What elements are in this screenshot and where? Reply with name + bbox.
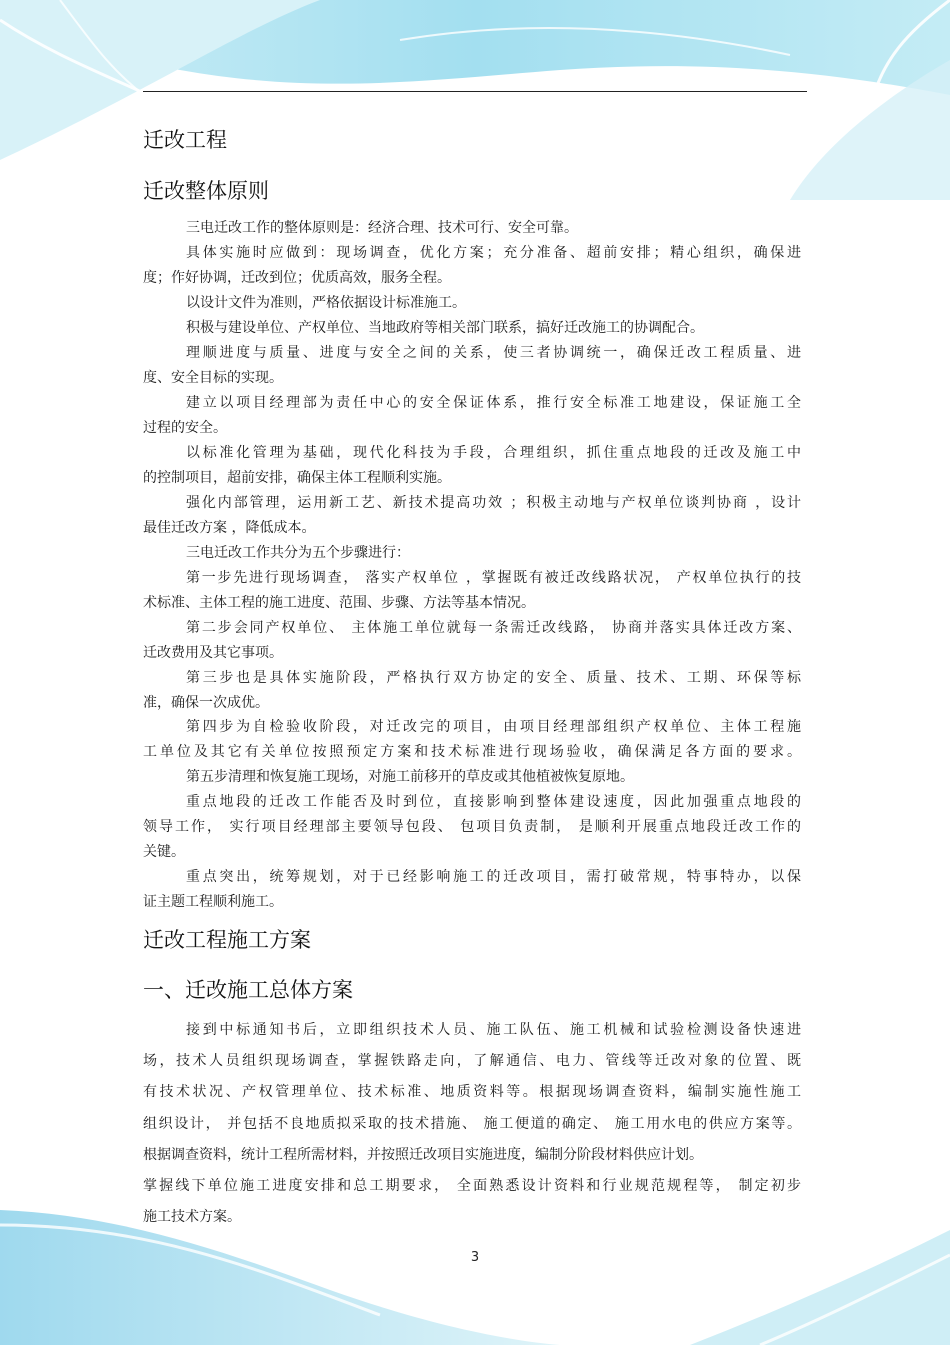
- text-line: 准，确保一次成优。: [143, 695, 269, 711]
- text-line: 证主题工程顺利施工。: [143, 894, 283, 910]
- text-line: 以标准化管理为基础，现代化科技为手段，合理组织，抓住重点地段的迁改及施工中: [186, 445, 801, 461]
- text-line: 第三步也是具体实施阶段，严格执行双方协定的安全、质量、技术、工期、环保等标: [186, 670, 801, 686]
- text-line: 组织设计， 并包括不良地质拟采取的技术措施、 施工便道的确定、 施工用水电的供应方案等。: [143, 1116, 801, 1132]
- text-line: 有技术状况、产权管理单位、技术标准、地质资料等。根据现场调查资料，编制实施性施工: [143, 1084, 801, 1100]
- text-line: 接到中标通知书后，立即组织技术人员、施工队伍、施工机械和试验检测设备快速进: [186, 1022, 801, 1038]
- heading-overall-principles: 迁改整体原则: [143, 179, 269, 203]
- text-line: 重点地段的迁改工作能否及时到位，直接影响到整体建设速度，因此加强重点地段的: [186, 794, 801, 810]
- text-line: 过程的安全。: [143, 420, 227, 436]
- text-line: 掌握线下单位施工进度安排和总工期要求， 全面熟悉设计资料和行业规范规程等， 制定初步: [143, 1178, 801, 1194]
- text-line: 三电迁改工作共分为五个步骤进行：: [186, 545, 410, 561]
- text-line: 积极与建设单位、产权单位、当地政府等相关部门联系，搞好迁改施工的协调配合。: [186, 320, 704, 336]
- text-line: 根据调查资料，统计工程所需材料，并按照迁改项目实施进度，编制分阶段材料供应计划。: [143, 1147, 703, 1163]
- text-line: 第一步先进行现场调查， 落实产权单位 ，掌握既有被迁改线路状况， 产权单位执行的技: [186, 570, 801, 586]
- text-line: 的控制项目，超前安排，确保主体工程顺利实施。: [143, 470, 451, 486]
- heading-overall-scheme: 一、迁改施工总体方案: [143, 978, 353, 1002]
- text-line: 第二步会同产权单位、 主体施工单位就每一条需迁改线路， 协商并落实具体迁改方案、: [186, 620, 801, 636]
- text-line: 最佳迁改方案 ，降低成本。: [143, 520, 316, 536]
- text-line: 工单位及其它有关单位按照预定方案和技术标准进行现场验收，确保满足各方面的要求。: [143, 744, 801, 760]
- text-line: 具体实施时应做到：现场调查，优化方案；充分准备、超前安排；精心组织，确保进: [186, 245, 801, 261]
- text-line: 理顺进度与质量、进度与安全之间的关系，使三者协调统一，确保迁改工程质量、进: [186, 345, 801, 361]
- text-line: 度；作好协调，迁改到位；优质高效，服务全程。: [143, 270, 451, 286]
- text-line: 三电迁改工作的整体原则是：经济合理、技术可行、安全可靠。: [186, 220, 578, 236]
- text-line: 术标准、主体工程的施工进度、范围、步骤、方法等基本情况。: [143, 595, 535, 611]
- text-line: 度、安全目标的实现。: [143, 370, 283, 386]
- text-line: 强化内部管理，运用新工艺、新技术提高功效 ；积极主动地与产权单位谈判协商 ，设计: [186, 495, 801, 511]
- text-line: 重点突出，统筹规划，对于已经影响施工的迁改项目，需打破常规，特事特办，以保: [186, 869, 801, 885]
- text-line: 场，技术人员组织现场调查，掌握铁路走向，了解通信、电力、管线等迁改对象的位置、既: [143, 1053, 801, 1069]
- text-line: 第四步为自检验收阶段，对迁改完的项目，由项目经理部组织产权单位、主体工程施: [186, 719, 801, 735]
- heading-construction-plan: 迁改工程施工方案: [143, 928, 311, 952]
- heading-relocation-project: 迁改工程: [143, 128, 227, 152]
- text-line: 以设计文件为准则，严格依据设计标准施工。: [186, 295, 466, 311]
- text-line: 施工技术方案。: [143, 1209, 241, 1225]
- text-line: 迁改费用及其它事项。: [143, 645, 283, 661]
- text-line: 第五步清理和恢复施工现场，对施工前移开的草皮或其他植被恢复原地。: [186, 769, 634, 785]
- page-number: 3: [470, 1250, 480, 1265]
- text-line: 关键。: [143, 844, 185, 860]
- text-line: 领导工作， 实行项目经理部主要领导包段、 包项目负责制， 是顺利开展重点地段迁改工作的: [143, 819, 801, 835]
- text-line: 建立以项目经理部为责任中心的安全保证体系，推行安全标准工地建设，保证施工全: [186, 395, 801, 411]
